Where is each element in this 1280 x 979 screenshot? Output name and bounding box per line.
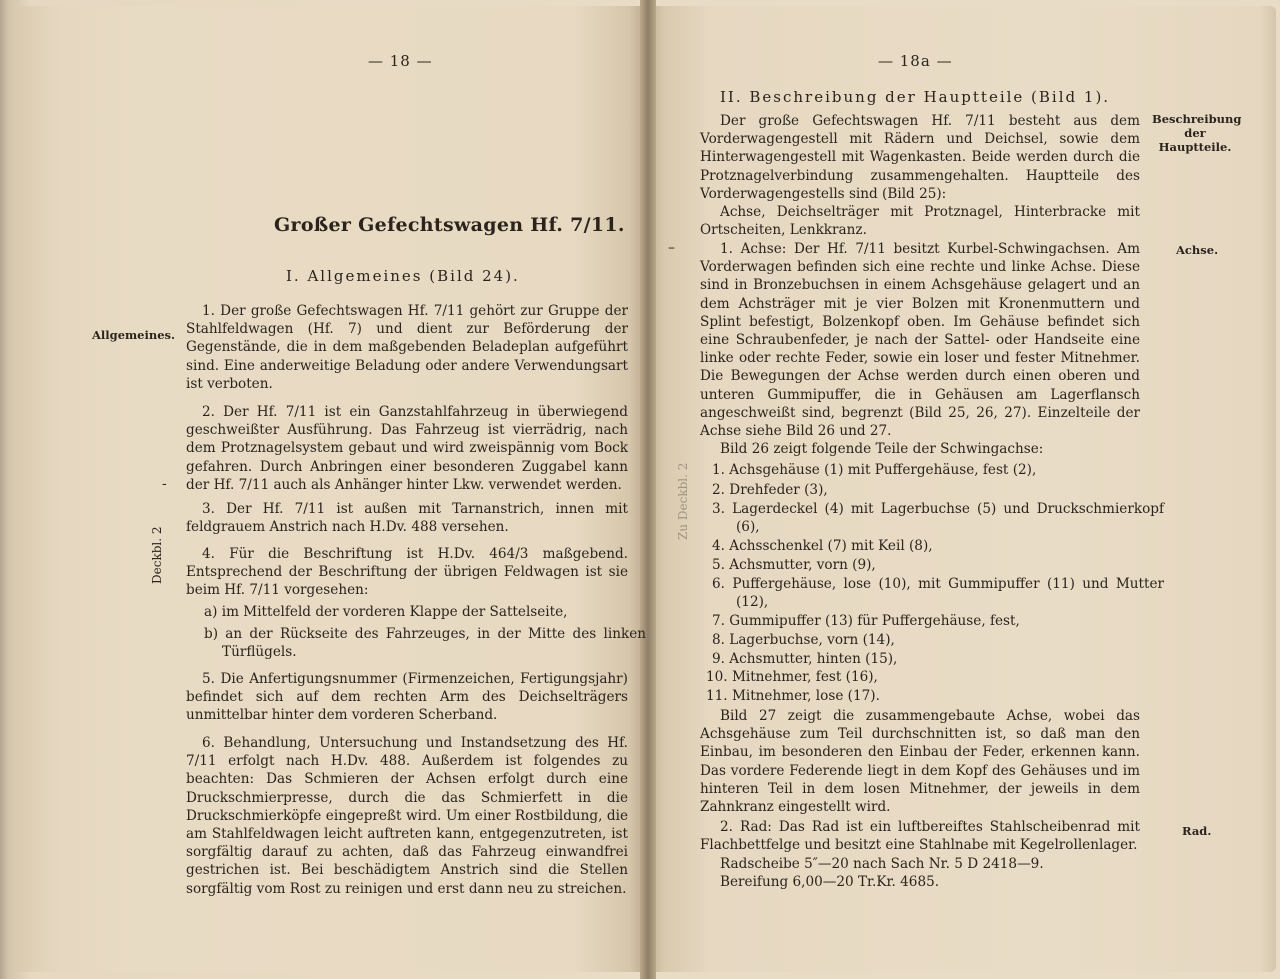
rad-paragraph: 2. Rad: Das Rad ist ein luftbereiftes Stahlscheibenrad mit Flachbettfelge und besitzt eine Stahlnabe mit Kegelrollenlager.: [700, 819, 1140, 854]
paragraph-1: 1. Der große Gefechtswagen Hf. 7/11 gehört zur Gruppe der Stahlfeldwagen (Hf. 7) und dient zur Beförderung der Gegenstände, die in dem maßgebenden Beladeplan aufgeführt sind. Eine anderweitige Beladung oder andere Verwendungsart ist verboten.: [186, 303, 628, 392]
part-item: 3. Lagerdeckel (4) mit Lagerbuchse (5) und Druckschmierkopf (6),: [712, 501, 1164, 536]
part-item: 2. Drehfeder (3),: [712, 482, 828, 498]
paragraph-3: 3. Der Hf. 7/11 ist außen mit Tarnanstrich, innen mit feldgrauem Anstrich nach H.Dv. 488 versehen.: [186, 501, 628, 536]
bild27-paragraph: Bild 27 zeigt die zusammengebaute Achse, wobei das Achsgehäuse zum Teil durchschnitten ist, so daß man den Einbau, im besonderen den Einbau der Feder, erkennen kann. Das vordere Federende liegt in dem Kopf des Gehäuses und im hinteren Teil in dem losen Mitnehmer, der jeweils in dem Zahnkranz eingestellt wird.: [700, 708, 1140, 816]
intro-paragraph: Der große Gefechtswagen Hf. 7/11 besteht aus dem Vorderwagengestell mit Rädern und Deichsel, sowie dem Hinterwagengestell mit Wagenkasten. Beide werden durch die Protznagelverbindung zusammengehalten. Hauptteile des Vorderwagengestells sind (Bild 25):: [700, 113, 1140, 202]
list-item-b: b) an der Rückseite des Fahrzeuges, in der Mitte des linken Türflügels.: [204, 626, 646, 661]
book-gutter: [640, 0, 656, 979]
part-item: 4. Achsschenkel (7) mit Keil (8),: [712, 538, 933, 554]
margin-dash-achse: –: [668, 240, 675, 256]
margin-note-rad: Rad.: [1182, 824, 1212, 838]
paragraph-5: 5. Die Anfertigungsnummer (Firmenzeichen, Fertigungsjahr) befindet sich auf dem rechten Arm des Deichselträgers unmittelbar hinter dem vorderen Scherband.: [186, 671, 628, 724]
paragraph-4: 4. Für die Beschriftung ist H.Dv. 464/3 maßgebend. Entsprechend der Beschriftung der übrigen Feldwagen ist sie beim Hf. 7/11 vorgesehen:: [186, 546, 628, 599]
part-item: 10. Mitnehmer, fest (16),: [706, 669, 878, 685]
rad-detail-bereifung: Bereifung 6,00—20 Tr.Kr. 4685.: [720, 874, 940, 890]
part-item: 6. Puffergehäuse, lose (10), mit Gummipuffer (11) und Mutter (12),: [712, 576, 1164, 611]
paragraph-2: 2. Der Hf. 7/11 ist ein Ganzstahlfahrzeug in überwiegend geschweißter Ausführung. Das Fahrzeug ist vierrädrig, nach dem Protznagelsystem gebaut und wird zweispännig vom Bock gefahren. Durch Anbringen einer besonderen Zuggabel kann der Hf. 7/11 auch als Anhänger hinter Lkw. verwendet werden.: [186, 404, 628, 493]
margin-note-hauptteile: Beschreibung der Hauptteile.: [1152, 112, 1242, 154]
rotated-note-zu-deckbl: Zu Deckbl. 2: [676, 462, 690, 540]
page-number-left: — 18 —: [368, 52, 433, 70]
rad-detail-radscheibe: Radscheibe 5″—20 nach Sach Nr. 5 D 2418—9.: [720, 856, 1044, 872]
margin-note-allgemeines: Allgemeines.: [92, 328, 176, 342]
document-title: Großer Gefechtswagen Hf. 7/11.: [274, 214, 625, 236]
part-item: 11. Mitnehmer, lose (17).: [706, 688, 880, 704]
margin-note-achse: Achse.: [1176, 243, 1219, 257]
achse-paragraph: 1. Achse: Der Hf. 7/11 besitzt Kurbel-Schwingachsen. Am Vorderwagen befinden sich eine rechte und linke Achse. Diese sind in Bronzebuchsen in einem Achsgehäuse gelagert und an dem Achsträger mit je vier Bolzen mit Kronenmuttern und Splint befestigt, Bolzenkopf oben. Im Gehäuse befindet sich eine Schraubenfeder, je nach der Sattel- oder Handseite eine linke oder rechte Feder, sowie ein loser und fester Mitnehmer. Die Bewegungen der Achse werden durch einen oberen und unteren Gummipuffer, die in Gehäusen am Lagerflansch angeschweißt sind, begrenzt (Bild 25, 26, 27). Einzelteile der Achse siehe Bild 26 und 27.: [700, 241, 1140, 440]
bild26-intro: Bild 26 zeigt folgende Teile der Schwingachse:: [720, 441, 1044, 457]
intro-parts-list: Achse, Deichselträger mit Protznagel, Hinterbracke mit Ortscheiten, Lenkkranz.: [700, 204, 1140, 239]
part-item: 7. Gummipuffer (13) für Puffergehäuse, fest,: [712, 613, 1020, 629]
paragraph-6: 6. Behandlung, Untersuchung und Instandsetzung des Hf. 7/11 erfolgt nach H.Dv. 488. Außerdem ist folgendes zu beachten: Das Schmieren der Achsen erfolgt durch eine Druckschmierpresse, durch die das Schmierfett in die Druckschmierköpfe eingepreßt wird. Um einer Rostbildung, die am Stahlfeldwagen leicht auftreten kann, entgegenzutreten, ist sorgfältig darauf zu achten, daß das Fahrzeug einwandfrei gestrichen ist. Bei beschädigtem Anstrich sind die Stellen sorgfältig vom Rost zu reinigen und erst dann neu zu streichen.: [186, 735, 628, 897]
rotated-note-deckbl: Deckbl. 2: [150, 526, 164, 584]
page-number-right: — 18a —: [878, 52, 953, 70]
part-item: 5. Achsmutter, vorn (9),: [712, 557, 876, 573]
section-heading-hauptteile: II. Beschreibung der Hauptteile (Bild 1).: [720, 88, 1111, 106]
part-item: 9. Achsmutter, hinten (15),: [712, 651, 898, 667]
part-item: 8. Lagerbuchse, vorn (14),: [712, 632, 895, 648]
section-heading-allgemeines: I. Allgemeines (Bild 24).: [286, 267, 520, 285]
list-item-a: a) im Mittelfeld der vorderen Klappe der Sattelseite,: [204, 604, 568, 620]
margin-dash-left: -: [162, 476, 167, 492]
part-item: 1. Achsgehäuse (1) mit Puffergehäuse, fest (2),: [712, 462, 1037, 478]
